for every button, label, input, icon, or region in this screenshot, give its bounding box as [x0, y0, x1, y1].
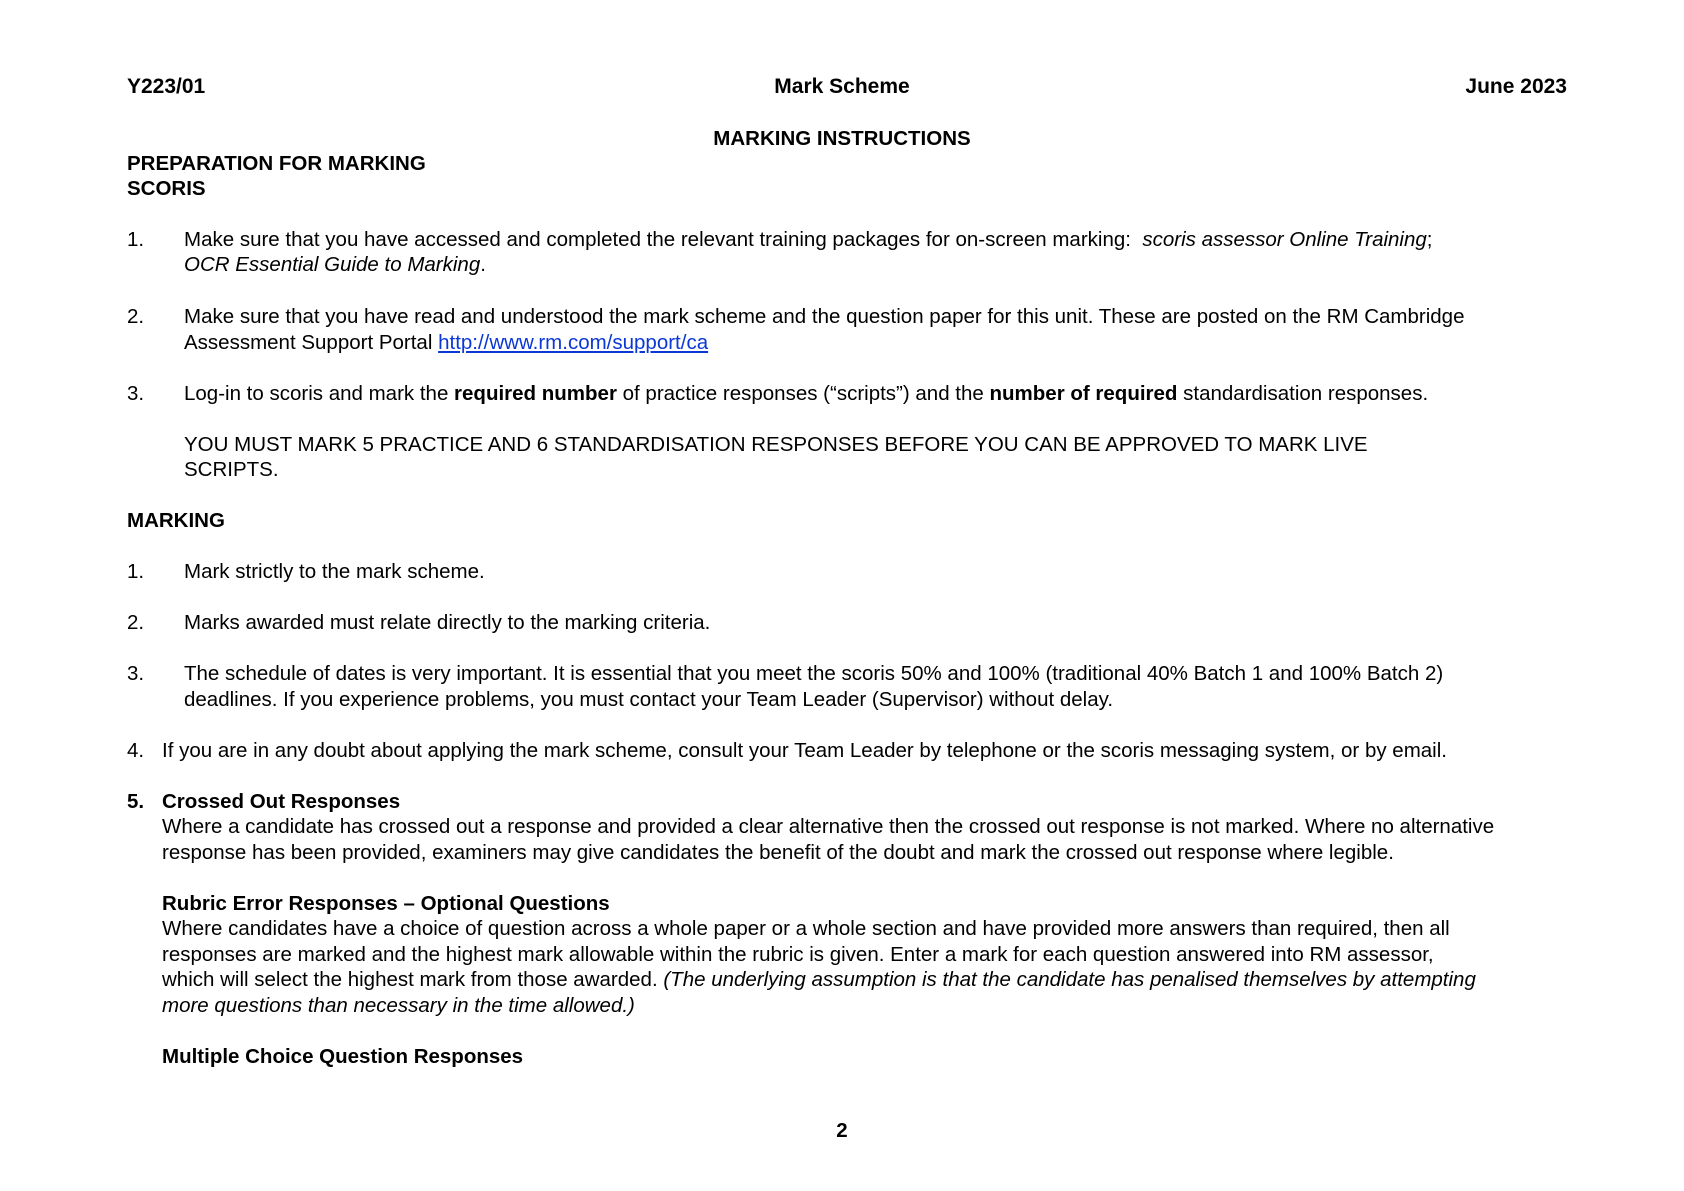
rubric-line-3-italic: (The underlying assumption is that the candidate has penalised themselves by attempting: [663, 968, 1476, 991]
marking-item-3-line-2: deadlines. If you experience problems, you must contact your Team Leader (Supervisor) without delay.: [184, 688, 1114, 711]
prep-item-3-text-a: Log-in to scoris and mark the: [184, 382, 455, 405]
prep-item-1-line-1: [184, 227, 1433, 253]
prep-item-3-text-b: of practice responses (“scripts”) and the: [616, 382, 990, 405]
prep-item-3-bold-a: required number: [454, 382, 617, 405]
rubric-error-title: Rubric Error Responses – Optional Questions: [162, 892, 610, 915]
prep-item-1-period: .: [480, 253, 486, 276]
marking-item-2-text: Marks awarded must relate directly to the marking criteria.: [184, 611, 711, 634]
page-number: 2: [836, 1119, 848, 1142]
prep-item-3-text-c: standardisation responses.: [1177, 382, 1429, 405]
prep-item-2-number: 2.: [127, 305, 145, 328]
mcq-title: Multiple Choice Question Responses: [162, 1045, 524, 1068]
rubric-line-4: more questions than necessary in the time allowed.): [162, 994, 635, 1017]
marking-item-4-number: 4.: [127, 739, 145, 762]
prep-item-1-guide-name: OCR Essential Guide to Marking: [184, 253, 481, 276]
crossed-out-line-2: response has been provided, examiners may give candidates the benefit of the doubt and mark the crossed out response where legible.: [162, 841, 1394, 864]
exam-date: June 2023: [1465, 75, 1567, 98]
prep-item-3-line-1: [184, 381, 1428, 407]
crossed-out-title: Crossed Out Responses: [162, 790, 401, 813]
marking-item-1-text: Mark strictly to the mark scheme.: [184, 560, 485, 583]
scoris-subheading: SCORIS: [127, 177, 206, 200]
rubric-line-1: Where candidates have a choice of question across a whole paper or a whole section and have provided more answers than required, then all: [162, 917, 1450, 940]
prep-item-3-bold-b: number of required: [989, 382, 1178, 405]
marking-heading: MARKING: [127, 509, 225, 532]
prep-item-3-note-line-2: SCRIPTS.: [184, 458, 279, 481]
prep-item-2-line-1: Make sure that you have read and understood the mark scheme and the question paper for this unit. These are posted on the RM Cambridge: [184, 305, 1465, 328]
prep-item-1-number: 1.: [127, 228, 145, 251]
marking-item-2-number: 2.: [127, 611, 145, 634]
prep-item-2-text: Assessment Support Portal: [184, 331, 439, 354]
prep-item-1-line-2: [184, 252, 486, 278]
marking-item-3-line-1: The schedule of dates is very important. It is essential that you meet the scoris 50% and 100% (traditional 40% Batch 1 and 100% Batch 2): [184, 662, 1444, 685]
prep-item-1-text: Make sure that you have accessed and completed the relevant training packages for on-screen marking:: [184, 228, 1143, 251]
prep-item-1-training-name: scoris assessor Online Training: [1142, 228, 1427, 251]
rubric-line-2: responses are marked and the highest mark allowable within the rubric is given. Enter a mark for each question answered into RM assessor,: [162, 943, 1434, 966]
marking-item-4-text: If you are in any doubt about applying the mark scheme, consult your Team Leader by telephone or the scoris messaging system, or by email.: [162, 739, 1447, 762]
preparation-heading: PREPARATION FOR MARKING: [127, 152, 426, 175]
document-title: Mark Scheme: [774, 75, 910, 98]
prep-item-2-line-2: [184, 330, 708, 356]
marking-item-5-number: 5.: [127, 790, 145, 813]
rubric-line-3: [162, 967, 1476, 993]
marking-item-1-number: 1.: [127, 560, 145, 583]
support-portal-link[interactable]: http://www.rm.com/support/ca: [438, 331, 709, 354]
prep-item-3-number: 3.: [127, 382, 145, 405]
rubric-line-3-text: which will select the highest mark from those awarded.: [162, 968, 664, 991]
paper-code: Y223/01: [127, 75, 206, 98]
prep-item-1-semicolon: ;: [1426, 228, 1433, 251]
crossed-out-line-1: Where a candidate has crossed out a response and provided a clear alternative then the crossed out response is not marked. Where no alternative: [162, 815, 1495, 838]
marking-item-3-number: 3.: [127, 662, 145, 685]
main-heading: MARKING INSTRUCTIONS: [713, 127, 971, 150]
prep-item-3-note-line-1: YOU MUST MARK 5 PRACTICE AND 6 STANDARDISATION RESPONSES BEFORE YOU CAN BE APPROVED TO MARK LIVE: [184, 433, 1368, 456]
